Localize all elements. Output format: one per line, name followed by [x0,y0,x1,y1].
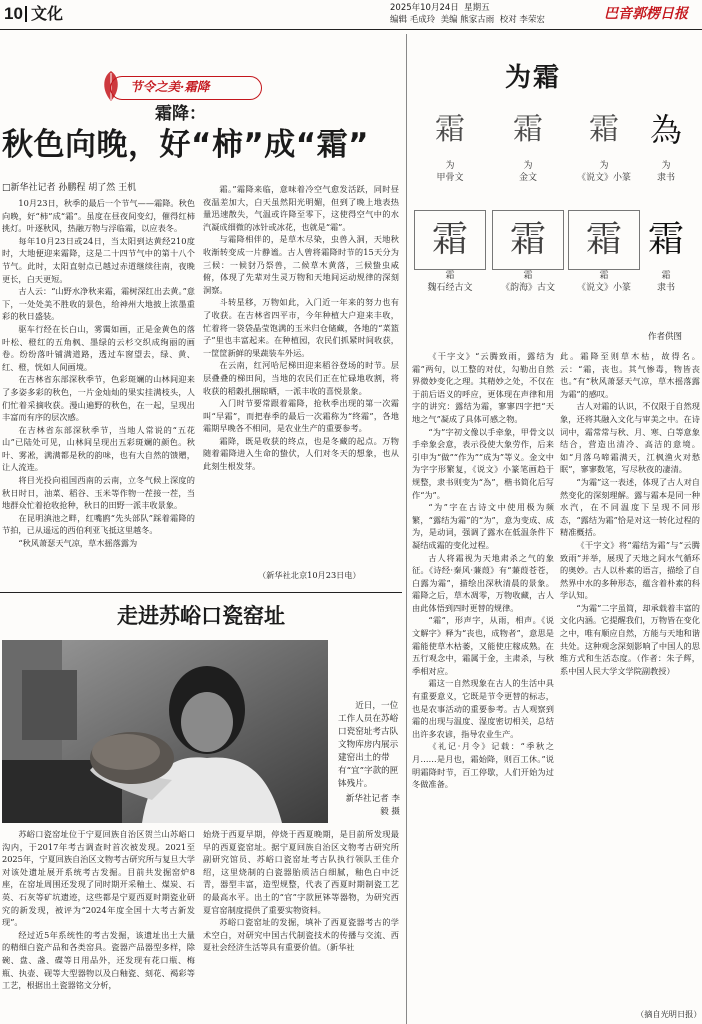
second-col-2: 始烧于西夏早期，停烧于西夏晚期，是目前所发现最早的西夏瓷窑址。据宁夏回族自治区文物考古研究所副研究馆员、苏峪口瓷窑址考古队执行领队王佳介绍，这里烧制的白瓷器胎质洁白细腻，釉色白中泛青，器型丰富，造型规整，代表了西夏时期制瓷工艺的最高水平。出土的“官”字款匣钵等器物，为研究西夏官窑制度提供了重要实物资料。 苏峪口瓷窑址的发掘，填补了西夏瓷器考古的学术空白，对研究中国古代制瓷技术的传播与交流、西夏社会经济生活等具有重要价值。（新华社 [203,829,399,953]
lead-col-2: 霜。”霜降来临，意味着冷空气愈发活跃，同时昼夜温差加大，白天虽然阳光明媚，但到了晚上地表热量迅速散失，气温或许降至零下，这使得空气中的水汽凝成细微的冰针或冰花，也就是“霜”。 与霜降相伴的，是草木尽染，虫兽入洞，天地秋收渐转变成一片静谧。古人曾将霜降时节的15天分为三候：一候豺乃祭兽，二候草木黄落，三候蛰虫咸俯，体现了先辈对生灵万物和天地间运动规律的深刻洞察。 斗转星移，万物如此，入门近一年来的努力也有了收获。在吉林省四平市，今年种植大户迎来丰收，忙着将一袋袋晶莹饱满的玉米归仓储藏，各地的“菜篮子”里也丰富起来。在种植园，农民们抓紧时间收获，一筐筐新鲜的果蔬装车外运。 在云南，红河哈尼梯田迎来稻谷登场的时节。层层叠叠的梯田间，当地的农民们正在忙碌地收割，将收获的稻穀扎捆晾晒，一派丰收的喜悦景象。 入门时节要常跟着霜降，抢秋季出现的第一次霜叫“早霜”，而把春季的最后一次霜称为“终霜”，各地霜期早晚各不相同，是农业生产的重要参考。 霜降，既是收获的终点，也是冬藏的起点。万物随着霜降进入生命的蛰伏，人们对冬天的想象，也从此刻生根发芽。 [203,184,399,472]
caption-credit: 新华社记者 李毅 摄 [345,794,400,817]
photo-caption: 近日，一位工作人员在苏峪口瓷窑址考古队文物库房内展示建窑出土的带有“宜”字款的匣钵残片。 新华社记者 李毅 摄 [338,701,400,817]
image-credit: 作者供图 [648,332,683,342]
design-credit: 美编 熊家古雨 [440,15,495,25]
staff-credits [390,15,545,26]
sidebar-title: 为霜 [505,63,562,93]
masthead [0,0,702,30]
archaeology-photo [2,640,328,823]
article-byline: □新华社记者 孙鹏程 胡了然 王机 [2,183,137,193]
script-small-seal-2: 霜 霜 《说文》小篆 [568,210,640,294]
script-bronze: 霜 为 金文 [513,112,543,183]
article-headline: 秋色向晚，好“柿”成“霜” [2,127,369,163]
second-headline: 走进苏峪口瓷窑址 [117,604,285,628]
script-wei-stone: 霜 霜 魏石经古文 [414,210,486,294]
issue-date: 2025年10月24日 星期五 [390,3,490,13]
script-yunhai: 霜 霜 《韵海》古文 [492,210,564,294]
photo-illustration [2,640,328,823]
masthead-rule [0,29,702,30]
article-kicker: 霜降： [155,104,206,124]
script-clerical: 為 为 隶书 [649,111,682,183]
page-number: 10 [4,4,23,23]
paper-logo: 巴音郭楞日报 [604,6,688,22]
sidebar-col-2: 此。霜降至则草木枯，故得名。云：“霜，丧也。其气惨毒，物皆丧也。”有“秋风萧瑟天气凉，草木摇落露为霜”的感叹。 古人对霜的认识，不仅限于自然现象，还将其融入文化与审美之中。在诗词中，霜常常与秋、月、寒、白等意象结合，营造出清冷、高洁的意境。如“月落乌啼霜满天，江枫渔火对愁眠”，寥寥数笔，写尽秋夜的凄清。 “为霜”这一表述，体现了古人对自然变化的深刻理解。露与霜本是同一种水汽，在不同温度下呈现不同形态，“露结为霜”恰是对这一转化过程的精准概括。 《干字文》将“霜结为霜”与“云腾致雨”并举，展现了天地之间水气循环的奥妙。古人以朴素的语言，描绘了自然界中水的多种形态，蕴含着朴素的科学认知。 “为霜”二字虽简，却承载着丰富的文化内涵。它提醒我们，万物皆在变化之中，唯有顺应自然，方能与天地和谐共处。这种观念深刻影响了中国人的思维方式和生活态度。（作者：朱子辉，系中国人民大学文学院副教授） [560,351,700,676]
sidebar-col-1: 《干字文》“云腾致雨，露结为霜”两句，以工整的对仗，勾勒出自然界微妙变化之理。其精妙之处，不仅在于前后语义的呼应，更体现在声律和用字的讲究：露结为霜，寥寥四字把“天地之气”凝成了具体可感之物。 “为”字初文像以手牵象，甲骨文以手牵象会意，表示役使大象劳作，后来引申为“做”“作为”“成为”等义。金文中为字字形繁复，《说文》小篆笔画趋于规整，隶书则变为“為”，楷书简化后写作“为”。 “为”字在古诗文中使用极为频繁，“露结为霜”的“为”，意为变成、成为，是动词，强调了露水在低温条件下凝结成霜的变化过程。 古人将霜视为天地肃杀之气的象征。《诗经·秦风·蒹葭》有“蒹葭苍苍，白露为霜”，描绘出深秋清晨的景象。霜降之后，草木凋零，万物收藏，古人由此体悟到四时更替的规律。 “霜”，形声字，从雨，相声。《说文解字》释为“丧也，成物者”，意思是霜能使草木枯萎，又能使庄稼成熟。在五行观念中，霜属于金，主肃杀，与秋季相对应。 霜这一自然现象在古人的生活中具有重要意义，它既是节令更替的标志，也是农事活动的重要参考。古人观察到霜的出现与温度、湿度密切相关，总结出许多农谚，指导农业生产。 《礼记·月令》记载：“季秋之月……是月也，霜始降，则百工休。”说明霜降时节，百工停歇，人们开始为过冬做准备。 [412,351,554,790]
lead-col-1: 10月23日，秋季的最后一个节气——霜降。秋色向晚，好“柿”成“霜”。虽度在昼夜间变幻，催得红柿挑灯。叶逐秋风，热融万物与浮临霜，以应表冬。 每年10月23日或24日，当太阳到达黄经210度时，大地便迎来霜降，这是二十四节气中的第十八个节气。此时，太阳直射点已越过赤道继续往南，夜晚更长，白天更短。 古人云：“山野水净秋来霜，霜树深红出去黄。”意下，一处处美不胜收的景色，给神州大地披上浓墨重彩的秋日盛装。 驱车行经在长白山，雾霭如画，正是金黄色的落叶松、橙红的五角枫、墨绿的云杉交织成绚丽的画卷。纷纷落叶铺满道路，透过车窗望去，绿、黄、红、橙，恍如人间画境。 在吉林省东部深秋季节，色彩斑斓的山林间迎来了多姿多彩的秋色，一片金灿灿的果实挂满枝头，人们忙着采摘收获。漫山遍野的秋色，在一起，呈现出丰富而有序的层次感。 在吉林省东部深秋季节，当地人常说的“五花山”已陆处可见，山林间呈现出五彩斑斓的颜色。秋叶、雾凇，满满都是秋的韵味，也有大自然的馈赠，让人流连。 将目光投向祖国西南的云南，立冬气候上深度的秋日时日，油菜、稻谷、玉米等作物一茬接一茬，当地群众忙着抢收抢种，秋日的田野一派丰收景象。 在昆明滇池之畔，红嘴鸥“先头部队”踩着霜降的节拍，已从遥远的西伯利亚飞抵这里越冬。 “秋风萧瑟天气凉，草木摇落露为 [2,198,195,549]
editor-credit: 编辑 毛成玲 [390,15,436,25]
section-rule [0,592,402,593]
badge-text: 节令之美·霜降 [130,79,210,94]
evolution-row-wei [372,100,702,200]
sidebar-footer: （摘自光明日报） [636,1009,702,1019]
proof-credit: 校对 李荣宏 [499,15,545,25]
script-clerical-2: 霜 霜 隶书 [647,219,684,293]
feature-badge [94,73,264,103]
lead-source: （新华社北京10月23日电） [258,570,361,580]
second-col-1: 苏峪口瓷窑址位于宁夏回族自治区贺兰山苏峪口沟内，于2017年考古调查时首次被发现。2021至2025年，宁夏回族自治区文物考古研究所与复旦大学对该处遗址展开系统考古发掘。目前共发掘窑炉8座，在窑址周围还发现了同时期开采釉土、煤炭、石英、石灰等矿坑遗迹，这些都是宁夏西夏时期瓷业研究的新发现，被评为“2024年度全国十大考古新发现”。 经过近5年系统性的考古发掘，该遗址出土大量的精细白瓷产品和各类窑具。瓷器产品器型多样，除碗、盘、盏、碟等日用品外，还发现有花口瓶、梅瓶、执壶、砚等大型器物以及白釉瓷、刻花、褐彩等工艺，根据出土瓷器铭文分析， [2,829,195,991]
script-oracle-bone: 霜 为 甲骨文 [435,112,465,183]
section-name: 文化 [31,4,64,23]
script-small-seal: 霜 为 《说文》小篆 [576,112,631,183]
evolution-row-shuang [372,210,702,320]
page-divider [25,6,27,22]
